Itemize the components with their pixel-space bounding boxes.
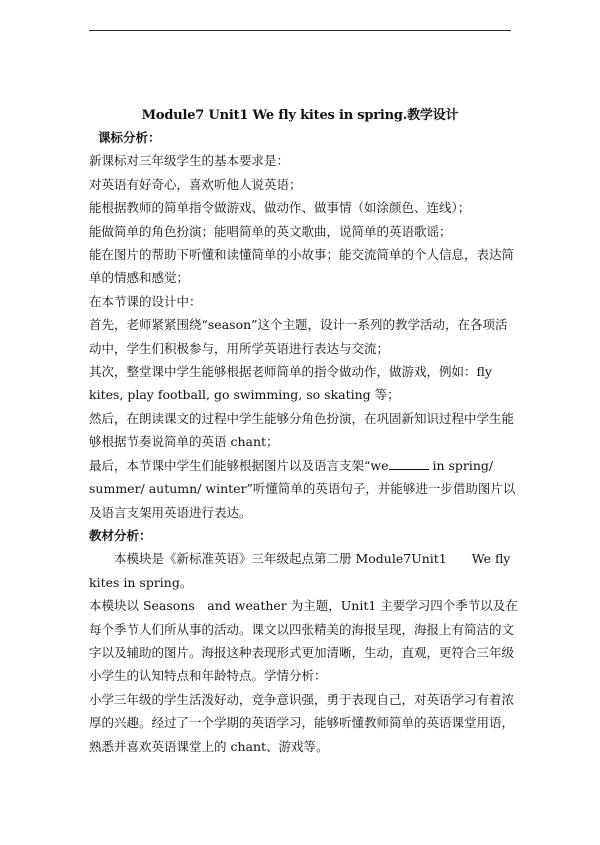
- last-line-after: in spring/ summer/ autumn/ winter”听懂简单的英语句子，并能够进一步借助图片以及语言支架用英语进行表达。: [89, 457, 516, 520]
- document-title: Module7 Unit1 We fly kites in spring.教学设计: [141, 108, 459, 123]
- textbook-intro: 本模块是《新标准英语》三年级起点第二册 Module7Unit1 We fly kites in spring。: [89, 551, 511, 590]
- standards-line: 首先，老师紧紧围绕“season”这个主题，设计一系列的教学活动，在各项活动中，学生们积极参与，用所学英语进行表达与交流；: [89, 317, 508, 356]
- standards-heading: 课标分析：: [98, 130, 161, 145]
- textbook-heading: 教材分析：: [89, 527, 152, 543]
- header-rule: [89, 30, 511, 31]
- students-analysis: 小学三年级的学生活泼好动，竞争意识强，勇于表现自己，对英语学习有着浓厚的兴趣。经过了一个学期的英语学习，能够听懂教师简单的英语课堂用语，熟悉并喜欢英语课堂上的 chant、游戏等。: [89, 691, 515, 754]
- standards-line: 然后，在朗读课文的过程中学生能够分角色扮演，在巩固新知识过程中学生能够根据节奏说简单的英语 chant；: [89, 410, 515, 450]
- standards-line: 能根据教师的简单指令做游戏、做动作、做事情（如涂颜色、连线）；: [89, 200, 471, 216]
- textbook-body: 本模块以 Seasons and weather 为主题，Unit1 主要学习四个季节以及在每个季节人们所从事的活动。课文以四张精美的海报呈现，海报上有简洁的文字以及辅助的图片。海报这种表现形式更加清晰，生动，直观，更符合三年级小学生的认知特点和年龄特点。学情分析：: [89, 598, 518, 684]
- document-body: [89, 126, 519, 758]
- standards-line: 能做简单的角色扮演；能唱简单的英文歌曲，说简单的英语歌谣；: [89, 223, 452, 239]
- standards-line: 其次，整堂课中学生能够根据老师简单的指令做动作，做游戏，例如：fly kites, play football, go swimming, so skating 等；: [89, 364, 492, 403]
- standards-line: 对英语有好奇心，喜欢听他人说英语；: [89, 176, 302, 192]
- standards-line: 能在图片的帮助下听懂和读懂简单的小故事；能交流简单的个人信息，表达简单的情感和感觉；: [89, 247, 515, 286]
- standards-last-line: [89, 454, 519, 524]
- standards-line: 在本节课的设计中：: [89, 293, 202, 309]
- fill-in-blank: [389, 459, 429, 470]
- standards-line: 新课标对三年级学生的基本要求是：: [89, 153, 290, 169]
- last-line-before: 最后，本节课中学生们能够根据图片以及语言支架“we: [89, 457, 389, 473]
